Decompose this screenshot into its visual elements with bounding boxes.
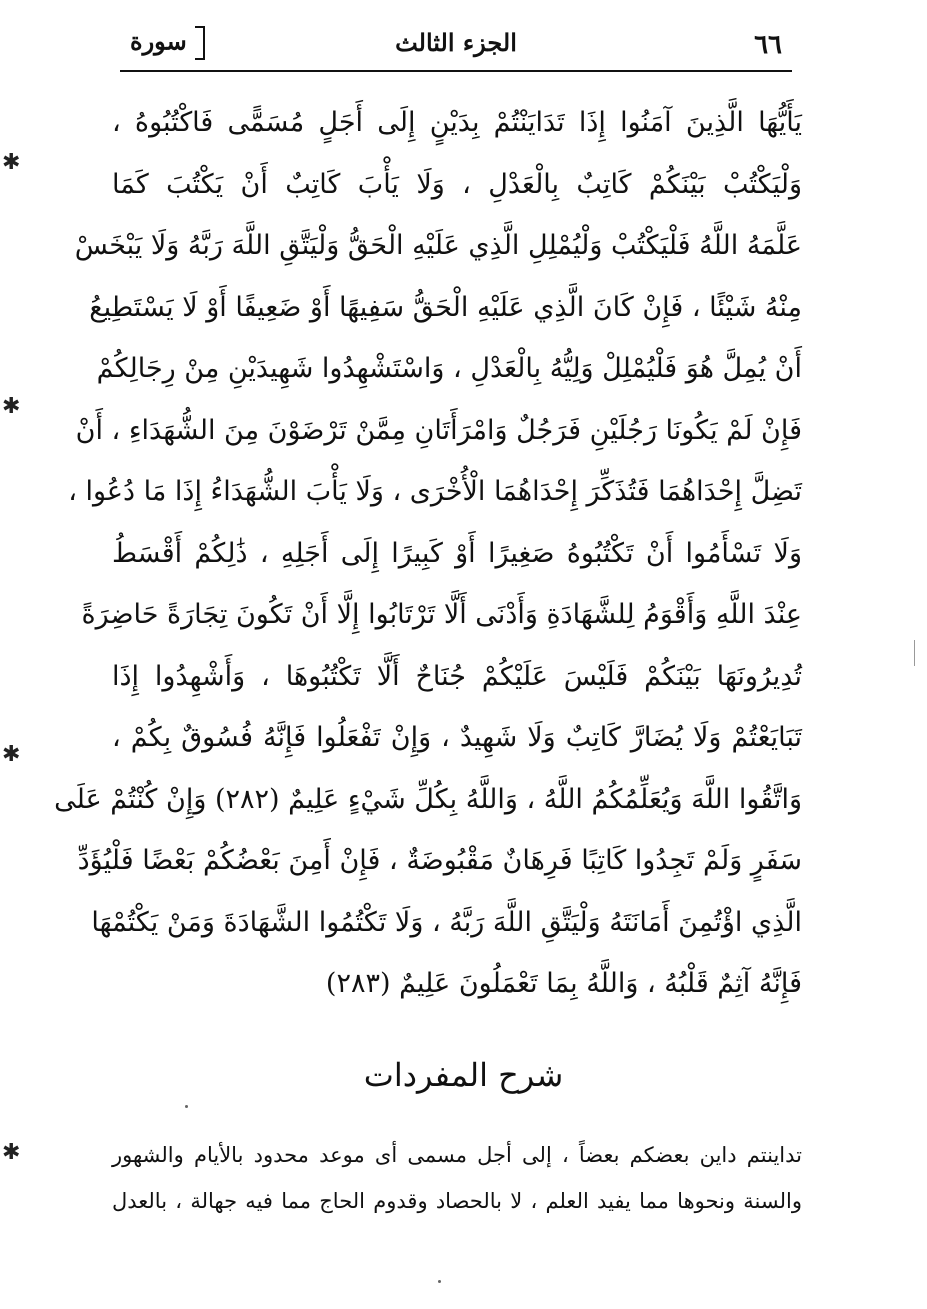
commentary-line: والسنة ونحوها مما يفيد العلم ، لا بالحصاد وقدوم الحاج مما فيه جهالة ، بالعدل [112,1189,802,1213]
binding-hole-icon: ✱ [2,742,21,767]
verse-line: عَلَّمَهُ اللَّهُ فَلْيَكْتُبْ وَلْيُمْلِلِ الَّذِي عَلَيْهِ الْحَقُّ وَلْيَتَّقِ اللَّهَ رَبَّهُ وَلَا يَبْخَسْ [74,230,802,261]
verse-line: تَضِلَّ إِحْدَاهُمَا فَتُذَكِّرَ إِحْدَاهُمَا الْأُخْرَى ، وَلَا يَأْبَ الشُّهَدَاءُ إِذَا مَا دُعُوا ، [68,476,802,507]
verse-line: يَأَيُّهَا الَّذِينَ آمَنُوا إِذَا تَدَايَنْتُمْ بِدَيْنٍ إِلَى أَجَلٍ مُسَمًّى فَاكْتُبُوهُ ، [112,107,802,138]
verse-line: أَنْ يُمِلَّ هُوَ فَلْيُمْلِلْ وَلِيُّهُ بِالْعَدْلِ ، وَاسْتَشْهِدُوا شَهِيدَيْنِ مِنْ رِجَالِكُمْ [96,353,802,384]
surah-label-text: سورة [130,26,187,56]
verse-line: الَّذِي اؤْتُمِنَ أَمَانَتَهُ وَلْيَتَّقِ اللَّهَ رَبَّهُ ، وَلَا تَكْتُمُوا الشَّهَادَةَ وَمَنْ يَكْتُمْهَا [91,906,802,938]
scan-edge-mark [914,640,915,666]
commentary-line: تداينتم داين بعضكم بعضاً ، إلى أجل مسمى أى موعد محدود بالأيام والشهور [112,1143,802,1167]
scan-speck [185,1105,188,1108]
running-header [120,18,792,72]
commentary-text [112,1132,802,1224]
page-number: ٦٦ [754,30,782,60]
verse-line: سَفَرٍ وَلَمْ تَجِدُوا كَاتِبًا فَرِهَانٌ مَقْبُوضَةٌ ، فَإِنْ أَمِنَ بَعْضُكُمْ بَعْضًا فَلْيُؤَدِّ [77,845,802,876]
verse-line: وَلَا تَسْأَمُوا أَنْ تَكْتُبُوهُ صَغِيرًا أَوْ كَبِيرًا إِلَى أَجَلِهِ ، ذَٰلِكُمْ أَقْسَطُ [112,537,802,569]
verse-line: تُدِيرُونَهَا بَيْنَكُمْ فَلَيْسَ عَلَيْكُمْ جُنَاحٌ أَلَّا تَكْتُبُوهَا ، وَأَشْهِدُوا إِذَا [112,660,802,692]
binding-hole-icon: ✱ [2,150,21,175]
surah-label [130,26,205,60]
binding-hole-icon: ✱ [2,1140,21,1165]
verse-line: عِنْدَ اللَّهِ وَأَقْوَمُ لِلشَّهَادَةِ وَأَدْنَى أَلَّا تَرْتَابُوا إِلَّا أَنْ تَكُونَ تِجَارَةً حَاضِرَةً [81,599,802,630]
running-title: الجزء الثالث [395,28,517,57]
verse-line: وَلْيَكْتُبْ بَيْنَكُمْ كَاتِبٌ بِالْعَدْلِ ، وَلَا يَأْبَ كَاتِبٌ أَنْ يَكْتُبَ كَمَا [112,168,802,200]
bracket-mark [195,26,205,60]
scan-speck [438,1280,441,1283]
verse-line: فَإِنْ لَمْ يَكُونَا رَجُلَيْنِ فَرَجُلٌ وَامْرَأَتَانِ مِمَّنْ تَرْضَوْنَ مِنَ الشُّهَدَاءِ ، أَنْ [75,414,802,446]
verse-line: تَبَايَعْتُمْ وَلَا يُضَارَّ كَاتِبٌ وَلَا شَهِيدٌ ، وَإِنْ تَفْعَلُوا فَإِنَّهُ فُسُوقٌ بِكُمْ ، [112,722,802,753]
section-heading: شرح المفردات [363,1056,564,1094]
verse-line: فَإِنَّهُ آثِمٌ قَلْبُهُ ، وَاللَّهُ بِمَا تَعْمَلُونَ عَلِيمٌ (٢٨٣) [325,968,802,999]
binding-hole-icon: ✱ [2,394,21,419]
verse-text [54,92,802,1015]
verse-line: مِنْهُ شَيْئًا ، فَإِنْ كَانَ الَّذِي عَلَيْهِ الْحَقُّ سَفِيهًا أَوْ ضَعِيفًا أَوْ لَا يَسْتَطِيعُ [89,291,802,323]
verse-line: وَاتَّقُوا اللَّهَ وَيُعَلِّمُكُمُ اللَّهُ ، وَاللَّهُ بِكُلِّ شَيْءٍ عَلِيمٌ (٢٨٢) وَإِنْ كُنْتُمْ عَلَى [54,783,802,815]
